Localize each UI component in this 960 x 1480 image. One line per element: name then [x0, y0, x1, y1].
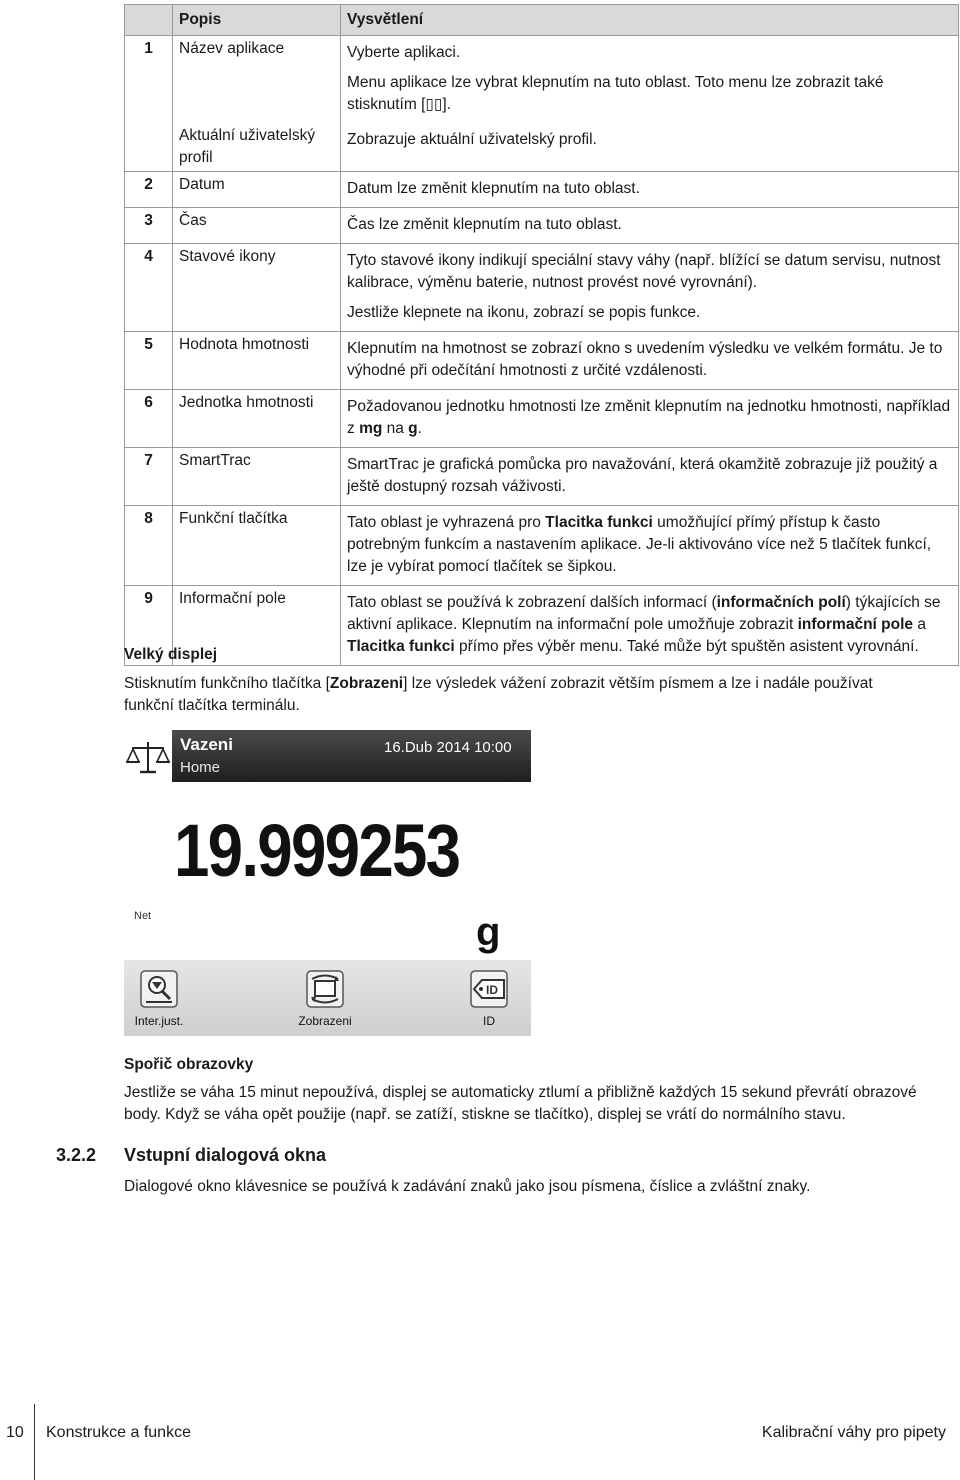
svg-text:ID: ID — [486, 983, 498, 997]
term-tlacitka-funkci: Tlacitka funkci — [347, 638, 455, 655]
row-vysvetleni — [341, 448, 959, 506]
row-text: Tyto stavové ikony indikují speciální stavy váhy (např. blížící se datum servisu, nutnost kalibrace, výměnu baterie, nutnost provést nové vyrovnání). — [347, 252, 941, 291]
footer-chapter: Konstrukce a funkce — [46, 1424, 191, 1441]
zobrazeni-label: Zobrazeni — [298, 1014, 352, 1028]
term-informacni-pole: informační pole — [797, 616, 914, 633]
row-text: SmartTrac je grafická pomůcka pro navažování, která okamžitě zobrazuje již použitý a ještě dostupný rozsah váživosti. — [347, 456, 938, 495]
row-vysvetleni — [341, 332, 959, 390]
row-number: 3 — [125, 208, 173, 244]
table-row — [125, 172, 959, 208]
header-vysvetleni: Vysvětlení — [341, 5, 959, 36]
row-text: Klepnutím na hmotnost se zobrazí okno s uvedením výsledku ve velkém formátu. Je to výhodné při odečítání hmotnosti z určité vzdálenosti. — [347, 340, 943, 379]
table-header-row — [125, 5, 959, 36]
page-number: 10 — [6, 1424, 24, 1441]
table-row — [125, 123, 959, 172]
row-popis: Čas — [173, 208, 341, 244]
row-vysvetleni — [341, 123, 959, 172]
row-vysvetleni — [341, 36, 959, 124]
row-text: Zobrazuje aktuální uživatelský profil. — [347, 131, 597, 148]
net-label: Net — [134, 910, 152, 922]
description-table — [124, 4, 959, 666]
table-row — [125, 36, 959, 124]
table-row — [125, 390, 959, 448]
row-number: 7 — [125, 448, 173, 506]
section-title: Vstupní dialogová okna — [124, 1145, 327, 1165]
row-popis: SmartTrac — [173, 448, 341, 506]
row-number: 5 — [125, 332, 173, 390]
date-time[interactable]: 16.Dub 2014 10:00 — [384, 739, 512, 756]
large-display-screenshot — [124, 730, 531, 1036]
row-vysvetleni — [341, 390, 959, 448]
table-row — [125, 244, 959, 332]
footer-document-title: Kalibrační váhy pro pipety — [761, 1424, 946, 1441]
text-span: . — [417, 420, 422, 437]
section-number: 3.2.2 — [56, 1145, 97, 1165]
row-popis: Hodnota hmotnosti — [173, 332, 341, 390]
row-text: Čas lze změnit klepnutím na tuto oblast. — [347, 216, 622, 233]
text-span: ) týkajících se aktivní aplikace. Klepnutím na informační pole umožňuje zobrazit — [347, 594, 941, 633]
table-row — [125, 506, 959, 586]
row-popis: Název aplikace — [173, 36, 341, 124]
row-vysvetleni — [341, 244, 959, 332]
row-vysvetleni — [341, 208, 959, 244]
interjust-button[interactable] — [124, 966, 194, 1034]
text-span: Požadovanou jednotku hmotnosti lze změnit klepnutím na jednotku hmotnosti, například z — [347, 398, 951, 437]
row-number: 8 — [125, 506, 173, 586]
function-key-bar — [124, 960, 531, 1036]
term-zobrazeni: Zobrazeni — [329, 675, 404, 692]
text-span: Tato oblast je vyhrazená pro — [347, 514, 546, 531]
id-label: ID — [483, 1014, 495, 1028]
header-num — [125, 5, 173, 36]
weight-value[interactable]: 19.999253 — [174, 809, 460, 892]
balance-scale-icon[interactable] — [124, 730, 172, 782]
header-popis: Popis — [173, 5, 341, 36]
table-row — [125, 332, 959, 390]
table-row — [125, 208, 959, 244]
term-informacnich-poli: informačních polí — [716, 594, 846, 611]
row-vysvetleni — [341, 506, 959, 586]
text-span: na — [382, 420, 409, 437]
unit-g: g — [408, 420, 418, 437]
row-popis: Aktuální uživatelský profil — [173, 123, 341, 172]
row-popis: Stavové ikony — [173, 244, 341, 332]
velky-displej-text — [124, 673, 924, 717]
id-tag-icon — [470, 970, 508, 1008]
row-number: 6 — [125, 390, 173, 448]
interjust-label: Inter.just. — [134, 1014, 184, 1028]
text-span: přímo přes výběr menu. Také může být spuštěn asistent vyrovnání. — [454, 638, 919, 655]
row-vysvetleni — [341, 172, 959, 208]
footer-divider — [34, 1404, 35, 1480]
row-popis: Informační pole — [173, 586, 341, 666]
row-popis: Jednotka hmotnosti — [173, 390, 341, 448]
row-number: 1 — [125, 36, 173, 124]
id-button[interactable] — [454, 966, 524, 1034]
text-span: umožňující přímý přístup k často potrebným funkcím a nastavením aplikace. Je-li aktivováno více než 5 tlačítek funkcí, lze je vybírat pomocí tlačítek se šipkou. — [347, 514, 932, 575]
row-text: Jestliže klepnete na ikonu, zobrazí se popis funkce. — [347, 304, 701, 321]
unit-mg: mg — [359, 420, 383, 437]
table-row — [125, 448, 959, 506]
sporic-obrazovky-text: Jestliže se váha 15 minut nepoužívá, displej se automaticky ztlumí a přibližně každých 15 sekund převrátí obrazové body. Když se váha opět použije (např. se zatíží, stiskne se tlačítko), displej se vrátí do normálního stavu. — [124, 1084, 917, 1123]
row-popis: Datum — [173, 172, 341, 208]
text-span: ] lze výsledek vážení zobrazit větším písmem a lze i nadále používat funkční tlačítka terminálu. — [124, 675, 873, 714]
app-name[interactable]: Vazeni — [180, 735, 233, 754]
screen-header — [124, 730, 531, 782]
velky-displej-heading: Velký displej — [124, 646, 218, 663]
user-profile: Home — [180, 759, 221, 776]
row-text: Vyberte aplikaci. — [347, 44, 461, 61]
row-number: 4 — [125, 244, 173, 332]
row-number: 2 — [125, 172, 173, 208]
row-popis: Funkční tlačítka — [173, 506, 341, 586]
sporic-obrazovky-heading: Spořič obrazovky — [124, 1056, 254, 1073]
weight-unit[interactable]: g — [476, 910, 501, 954]
text-span: Tato oblast se používá k zobrazení dalších informací ( — [347, 594, 717, 611]
row-text: Menu aplikace lze vybrat klepnutím na tuto oblast. Toto menu lze zobrazit také stisknutím [▯▯]. — [347, 74, 884, 113]
text-span: Stisknutím funkčního tlačítka [ — [124, 675, 330, 692]
row-number: 9 — [125, 586, 173, 666]
row-number — [125, 123, 173, 172]
row-text — [347, 396, 952, 440]
text-span: a — [913, 616, 926, 633]
zobrazeni-button[interactable] — [290, 966, 360, 1034]
section-text: Dialogové okno klávesnice se používá k zadávání znaků jako jsou písmena, číslice a zvláštní znaky. — [124, 1178, 811, 1195]
row-text: Datum lze změnit klepnutím na tuto oblast. — [347, 180, 640, 197]
display-toggle-icon — [306, 970, 344, 1008]
level-adjust-icon — [140, 970, 178, 1008]
row-text — [347, 512, 952, 578]
term-tlacitka-funkci: Tlacitka funkci — [545, 514, 653, 531]
